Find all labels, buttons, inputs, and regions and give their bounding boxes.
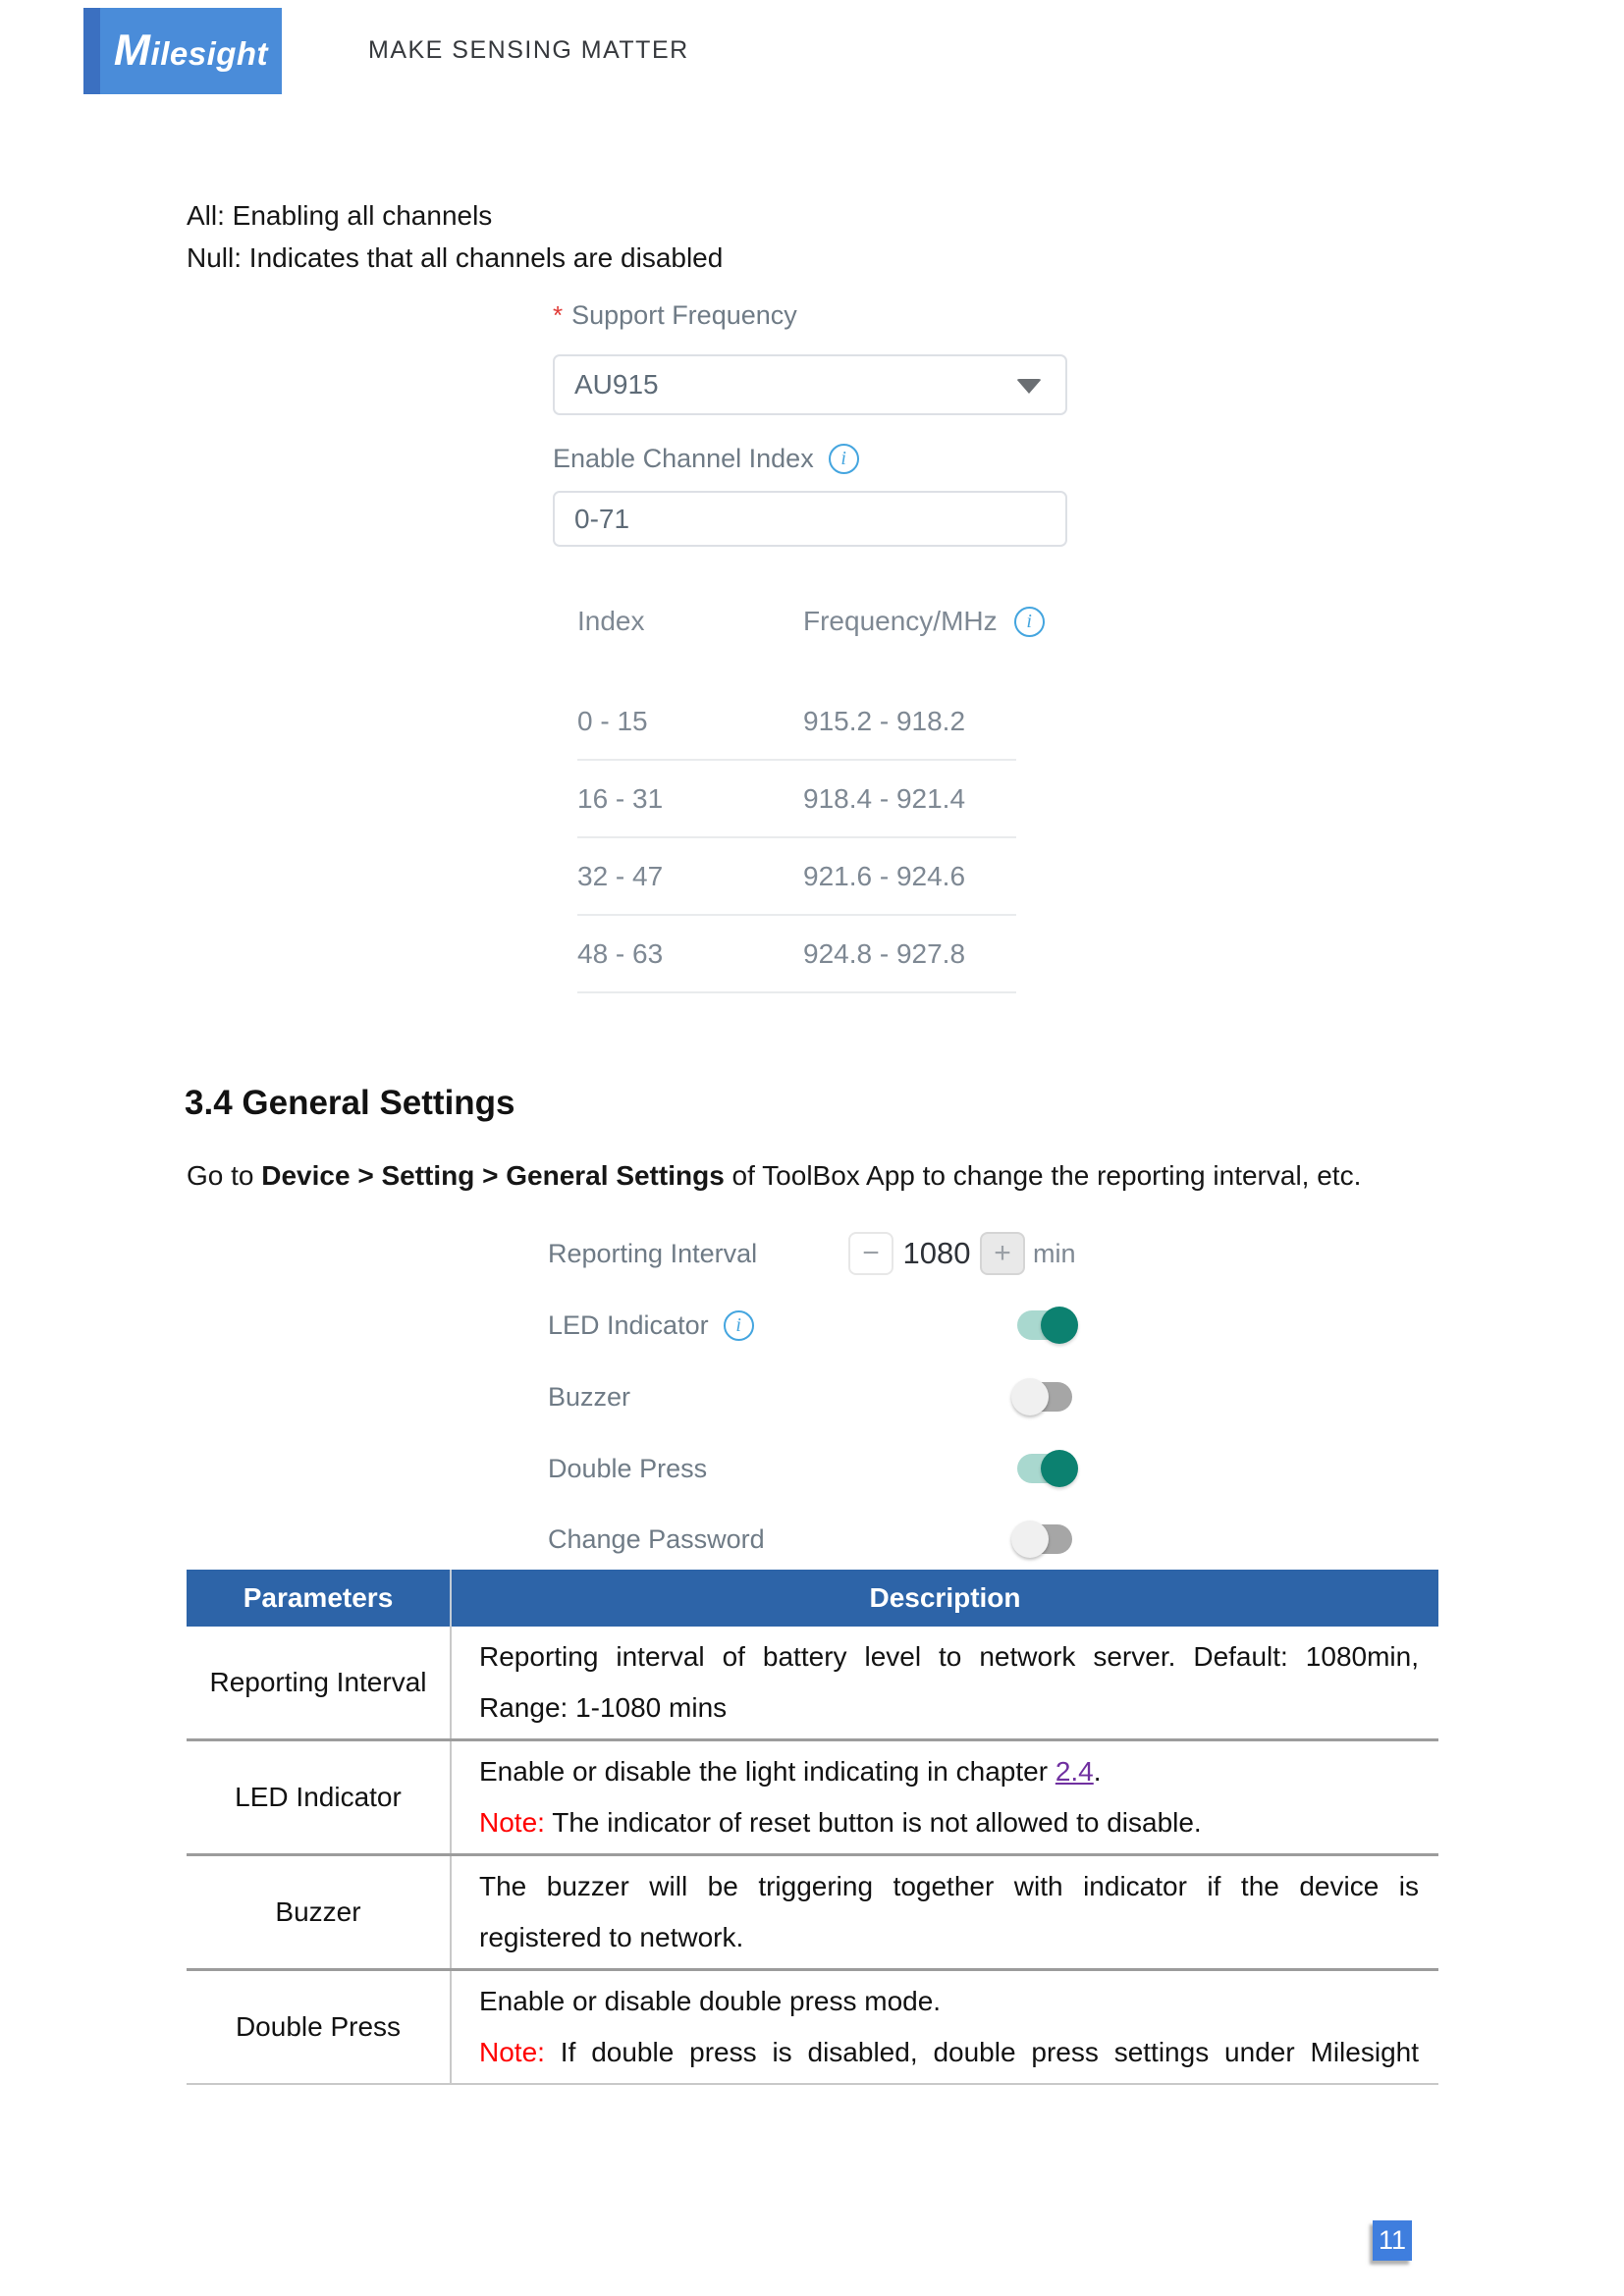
led-indicator-row (548, 1303, 1074, 1348)
info-icon[interactable] (724, 1310, 754, 1341)
section-intro (187, 1160, 1361, 1192)
frequency-range: 918.4 - 921.4 (803, 782, 966, 814)
buzzer-toggle[interactable] (1017, 1382, 1072, 1412)
change-password-row (548, 1517, 1074, 1562)
table-row-led-indicator (187, 1741, 1438, 1856)
note-label: Note: (479, 1807, 545, 1838)
index-range: 0 - 15 (577, 705, 648, 736)
parameter-name: Reporting Interval (187, 1627, 452, 1738)
parameters-table-header (187, 1570, 1438, 1627)
intro-text (187, 194, 723, 279)
intro-line-1: All: Enabling all channels (187, 200, 493, 231)
index-range: 16 - 31 (577, 782, 664, 814)
index-column-header: Index (577, 606, 645, 636)
enable-channel-index-label: Enable Channel Index (553, 444, 814, 473)
description-line: Reporting interval of battery level to network server. Default: 1080min, (479, 1641, 1419, 1672)
info-icon[interactable] (829, 444, 859, 474)
description-note-line: Note: If double press is disabled, double press settings under Milesight (479, 2037, 1419, 2067)
chapter-2-4-link[interactable]: 2.4 (1055, 1756, 1094, 1787)
channel-index-input[interactable] (553, 491, 1067, 547)
buzzer-row (548, 1374, 1074, 1419)
support-frequency-select[interactable] (553, 354, 1067, 415)
index-range: 32 - 47 (577, 860, 664, 891)
change-password-toggle[interactable] (1017, 1524, 1072, 1554)
support-frequency-value: AU915 (574, 369, 659, 400)
brand-tagline: MAKE SENSING MATTER (368, 36, 689, 64)
parameter-name: Double Press (187, 1971, 452, 2083)
parameter-name: LED Indicator (187, 1741, 452, 1853)
channel-table-row (577, 916, 1016, 993)
intro-suffix: of ToolBox App to change the reporting interval, etc. (724, 1160, 1362, 1191)
description-line: Range: 1-1080 mins (479, 1692, 728, 1723)
description-line: registered to network. (479, 1922, 744, 1952)
reporting-interval-label: Reporting Interval (548, 1238, 758, 1268)
frequency-column-header: Frequency/MHz (803, 606, 998, 636)
reporting-interval-value[interactable]: 1080 (902, 1236, 971, 1270)
reporting-interval-stepper (848, 1232, 1076, 1275)
parameters-table (187, 1570, 1438, 2085)
decrement-button[interactable]: − (848, 1232, 893, 1275)
toggle-knob (1041, 1450, 1078, 1487)
menu-path: Device > Setting > General Settings (261, 1160, 725, 1191)
intro-prefix: Go to (187, 1160, 262, 1191)
parameter-name: Buzzer (187, 1856, 452, 1968)
channel-frequency-table (577, 606, 1016, 993)
channel-table-row (577, 838, 1016, 916)
frequency-range: 915.2 - 918.2 (803, 705, 966, 736)
milesight-logo (83, 8, 282, 94)
description-column-header: Description (869, 1582, 1021, 1613)
enable-channel-index-row (553, 444, 859, 474)
toggle-knob (1011, 1521, 1049, 1558)
table-row-double-press (187, 1971, 1438, 2085)
description-line: Enable or disable the light indicating in chapter 2.4. (479, 1756, 1102, 1787)
channel-table-row (577, 683, 1016, 761)
table-row-reporting-interval (187, 1627, 1438, 1741)
section-heading: 3.4 General Settings (185, 1084, 515, 1122)
logo-block (100, 8, 282, 94)
led-indicator-toggle[interactable] (1017, 1310, 1072, 1340)
channel-index-value: 0-71 (574, 503, 630, 534)
note-label: Note: (479, 2037, 545, 2067)
change-password-label: Change Password (548, 1523, 765, 1554)
description-line: Enable or disable double press mode. (479, 1986, 942, 2016)
index-range: 48 - 63 (577, 937, 664, 969)
required-asterisk: * (553, 300, 564, 330)
page-number-badge: 11 (1373, 2220, 1412, 2261)
led-indicator-label: LED Indicator (548, 1309, 709, 1340)
channel-table-row (577, 761, 1016, 838)
reporting-interval-row (548, 1231, 1074, 1276)
info-icon[interactable] (1014, 607, 1045, 637)
logo-stripe (83, 8, 100, 94)
increment-button[interactable]: + (980, 1232, 1025, 1275)
double-press-label: Double Press (548, 1453, 708, 1483)
channel-table-header (577, 606, 1016, 637)
dropdown-arrow-icon (1016, 379, 1042, 394)
frequency-range: 921.6 - 924.6 (803, 860, 966, 891)
double-press-row (548, 1446, 1074, 1491)
table-row-buzzer (187, 1856, 1438, 1971)
frequency-range: 924.8 - 927.8 (803, 937, 966, 969)
logo-wordmark: Milesight (113, 27, 269, 75)
frequency-settings-panel (553, 294, 1075, 1001)
parameters-column-header: Parameters (187, 1570, 452, 1627)
intro-line-2: Null: Indicates that all channels are disabled (187, 242, 724, 273)
general-settings-panel (548, 1217, 1074, 1563)
description-line: The buzzer will be triggering together with indicator if the device is (479, 1871, 1419, 1901)
buzzer-label: Buzzer (548, 1381, 631, 1412)
double-press-toggle[interactable] (1017, 1454, 1072, 1483)
toggle-knob (1041, 1307, 1078, 1344)
support-frequency-label: * Support Frequency (553, 300, 797, 330)
toggle-knob (1011, 1378, 1049, 1415)
interval-unit-label: min (1033, 1238, 1076, 1268)
description-note-line: Note: The indicator of reset button is not allowed to disable. (479, 1807, 1202, 1838)
